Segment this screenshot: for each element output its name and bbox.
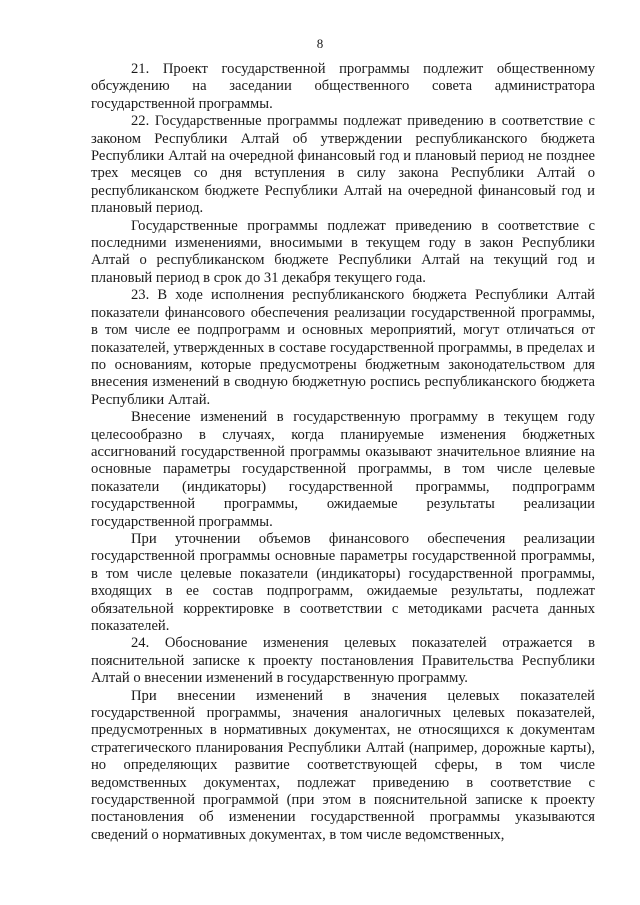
- paragraph-21: 21. Проект государственной программы подлежит общественному обсуждению на заседании общественного совета администратора государственной программы.: [91, 61, 595, 112]
- document-body: [91, 61, 595, 844]
- paragraph-22: 22. Государственные программы подлежат приведению в соответствие с законом Республики Алтай об утверждении республиканского бюджета Республики Алтай на очередной финансовый год и плановый период не позднее трех месяцев со дня вступления в силу закона Республики Алтай о республиканском бюджете Республики Алтай на очередной финансовый год и плановый период.: [91, 113, 595, 217]
- paragraph-23: 23. В ходе исполнения республиканского бюджета Республики Алтай показатели финансового обеспечения реализации государственной программы, в том числе ее подпрограмм и основных мероприятий, могут отличаться от показателей, утвержденных в составе государственной программы, в пределах и по основаниям, которые предусмотрены бюджетным законодательством для внесения изменений в сводную бюджетную роспись республиканского бюджета Республики Алтай.: [91, 287, 595, 408]
- page-number: 8: [316, 36, 324, 51]
- paragraph-22-continued: Государственные программы подлежат приведению в соответствие с последними изменениями, вносимыми в текущем году в закон Республики Алтай о республиканском бюджете Республики Алтай на текущий год и плановый период в срок до 31 декабря текущего года.: [91, 217, 595, 286]
- paragraph-23-clarification: При уточнении объемов финансового обеспечения реализации государственной программы основные параметры государственной программы, в том числе целевые показатели (индикаторы) государственной программы, входящих в ее состав подпрограмм, ожидаемые результаты, подлежат обязательной корректировке в соответствии с методиками расчета данных показателей.: [91, 530, 595, 634]
- paragraph-23-changes: Внесение изменений в государственную программу в текущем году целесообразно в случаях, когда планируемые изменения бюджетных ассигнований государственной программы оказывают значительное влияние на основные параметры государственной программы, в том числе целевые показатели (индикаторы) государственной программы, подпрограмм государственной программы, ожидаемые результаты реализации государственной программы.: [91, 409, 595, 530]
- paragraph-24-continued: При внесении изменений в значения целевых показателей государственной программы, значения аналогичных целевых показателей, предусмотренных в нормативных документах, не относящихся к документам стратегического планирования Республики Алтай (например, дорожные карты), но определяющих развитие соответствующей сферы, в том числе ведомственных документах, подлежат приведению в соответствие с государственной программой (при этом в пояснительной записке к проекту постановления об изменении государственной программы указываются сведений о нормативных документах, в том числе ведомственных,: [91, 687, 595, 843]
- paragraph-24: 24. Обоснование изменения целевых показателей отражается в пояснительной записке к проекту постановления Правительства Республики Алтай о внесении изменений в государственную программу.: [91, 635, 595, 687]
